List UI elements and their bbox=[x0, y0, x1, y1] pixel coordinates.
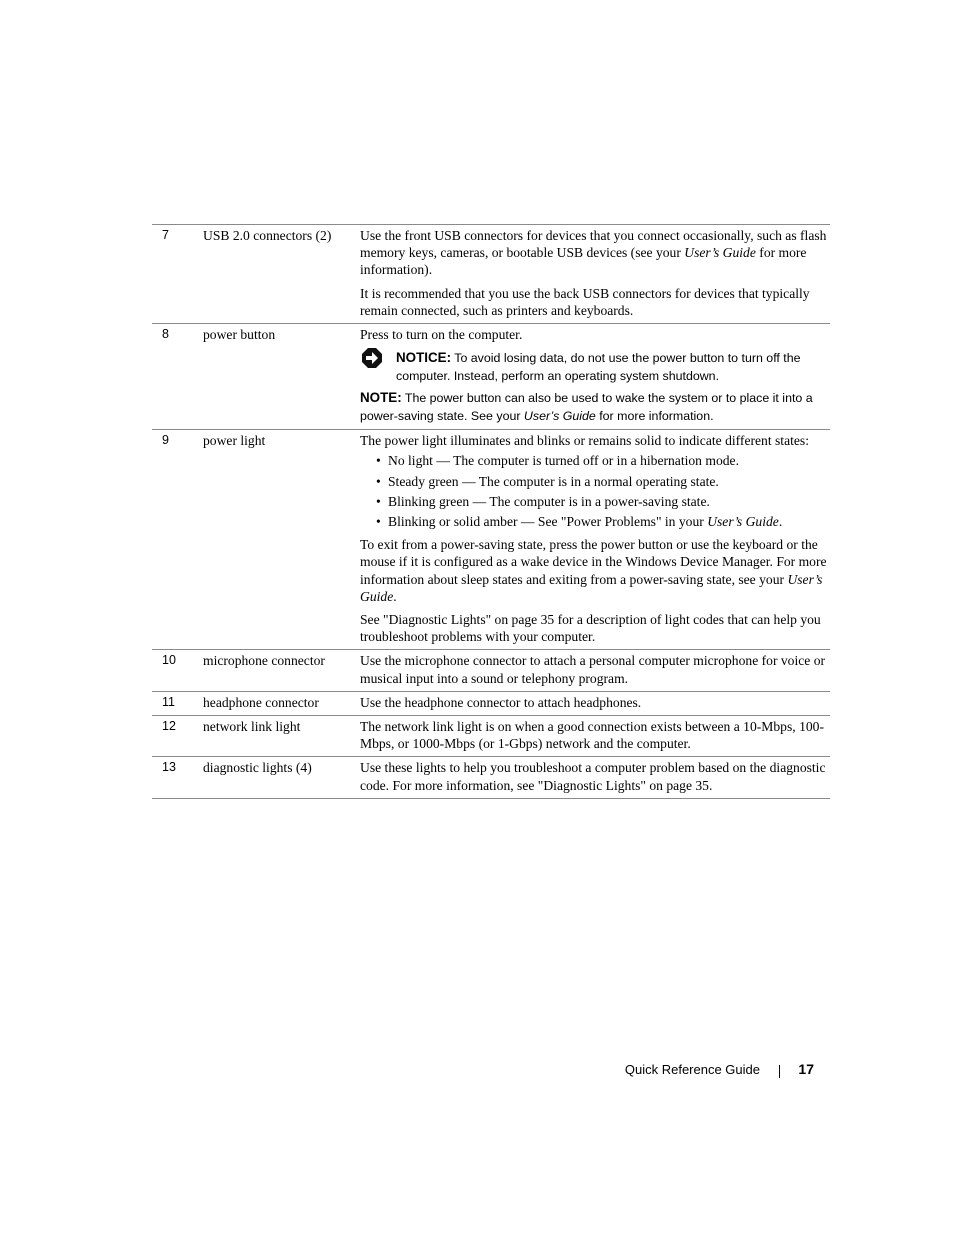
item-name: power button bbox=[203, 327, 276, 343]
item-name: network link light bbox=[203, 719, 301, 735]
item-name: USB 2.0 connectors (2) bbox=[203, 228, 332, 243]
item-number: 11 bbox=[162, 694, 175, 709]
item-number: 10 bbox=[162, 653, 176, 668]
description-paragraph: To exit from a power-saving state, press the power button or use the keyboard or the mouse if it is configured as a wake device in the Windows Device Manager. For more information about sleep states and exiting from a power-saving state, see your User’s Guide. bbox=[360, 537, 827, 604]
item-description bbox=[360, 430, 830, 650]
notice-text: NOTICE: To avoid losing data, do not use the power button to turn off the computer. Instead, perform an operating system shutdown. bbox=[396, 350, 801, 383]
note-label: NOTE: bbox=[360, 390, 402, 406]
state-list bbox=[360, 452, 828, 530]
connector-table bbox=[152, 224, 830, 799]
description-paragraph: Use the headphone connector to attach headphones. bbox=[360, 694, 642, 710]
item-number: 12 bbox=[162, 719, 176, 734]
notice-callout bbox=[360, 349, 828, 385]
note-callout: NOTE: The power button can also be used to wake the system or to place it into a power-saving state. See your User’s Guide for more information. bbox=[360, 390, 813, 423]
item-number: 8 bbox=[162, 327, 169, 342]
footer-divider bbox=[779, 1065, 780, 1078]
table-row bbox=[152, 324, 830, 430]
table-row bbox=[152, 691, 830, 715]
item-description bbox=[360, 225, 830, 324]
item-description bbox=[360, 324, 830, 430]
item-number: 9 bbox=[162, 433, 169, 448]
list-item: • No light — The computer is turned off or in a hibernation mode. bbox=[376, 452, 828, 469]
table-row bbox=[152, 225, 830, 324]
item-description bbox=[360, 691, 830, 715]
description-paragraph: Use the microphone connector to attach a personal computer microphone for voice or musical input into a sound or telephony program. bbox=[360, 653, 826, 686]
page-footer bbox=[0, 1062, 954, 1082]
notice-arrow-icon bbox=[361, 347, 383, 369]
description-paragraph: The power light illuminates and blinks or remains solid to indicate different states: bbox=[360, 433, 809, 449]
description-paragraph: The network link light is on when a good connection exists between a 10-Mbps, 100-Mbps, or 1000-Mbps (or 1-Gbps) network and the computer. bbox=[360, 719, 824, 752]
item-name: diagnostic lights (4) bbox=[203, 760, 312, 776]
page-number: 17 bbox=[798, 1061, 814, 1077]
description-paragraph: Use the front USB connectors for devices that you connect occasionally, such as flash memory keys, cameras, or bootable USB devices (see your User’s Guide for more information). bbox=[360, 228, 827, 278]
description-paragraph: See "Diagnostic Lights" on page 35 for a description of light codes that can help you troubleshoot problems with your computer. bbox=[360, 612, 821, 645]
item-number: 13 bbox=[162, 760, 176, 775]
table-row bbox=[152, 757, 830, 798]
list-item: • Steady green — The computer is in a normal operating state. bbox=[376, 473, 828, 490]
item-description bbox=[360, 757, 830, 798]
description-paragraph: Use these lights to help you troubleshoot a computer problem based on the diagnostic code. For more information, see "Diagnostic Lights" on page 35. bbox=[360, 760, 826, 793]
table-row bbox=[152, 430, 830, 650]
item-description bbox=[360, 650, 830, 691]
table-row bbox=[152, 650, 830, 691]
item-description bbox=[360, 716, 830, 757]
description-paragraph: Press to turn on the computer. bbox=[360, 327, 523, 343]
list-item: • Blinking or solid amber — See "Power Problems" in your User’s Guide. bbox=[376, 513, 828, 530]
table-row bbox=[152, 716, 830, 757]
item-name: headphone connector bbox=[203, 694, 319, 710]
item-name: power light bbox=[203, 433, 266, 449]
item-number: 7 bbox=[162, 228, 169, 242]
description-paragraph: It is recommended that you use the back USB connectors for devices that typically remain connected, such as printers and keyboards. bbox=[360, 285, 810, 318]
notice-label: NOTICE: bbox=[396, 350, 452, 366]
list-item: • Blinking green — The computer is in a power-saving state. bbox=[376, 493, 828, 510]
item-name: microphone connector bbox=[203, 653, 325, 669]
footer-title: Quick Reference Guide bbox=[624, 1062, 760, 1077]
